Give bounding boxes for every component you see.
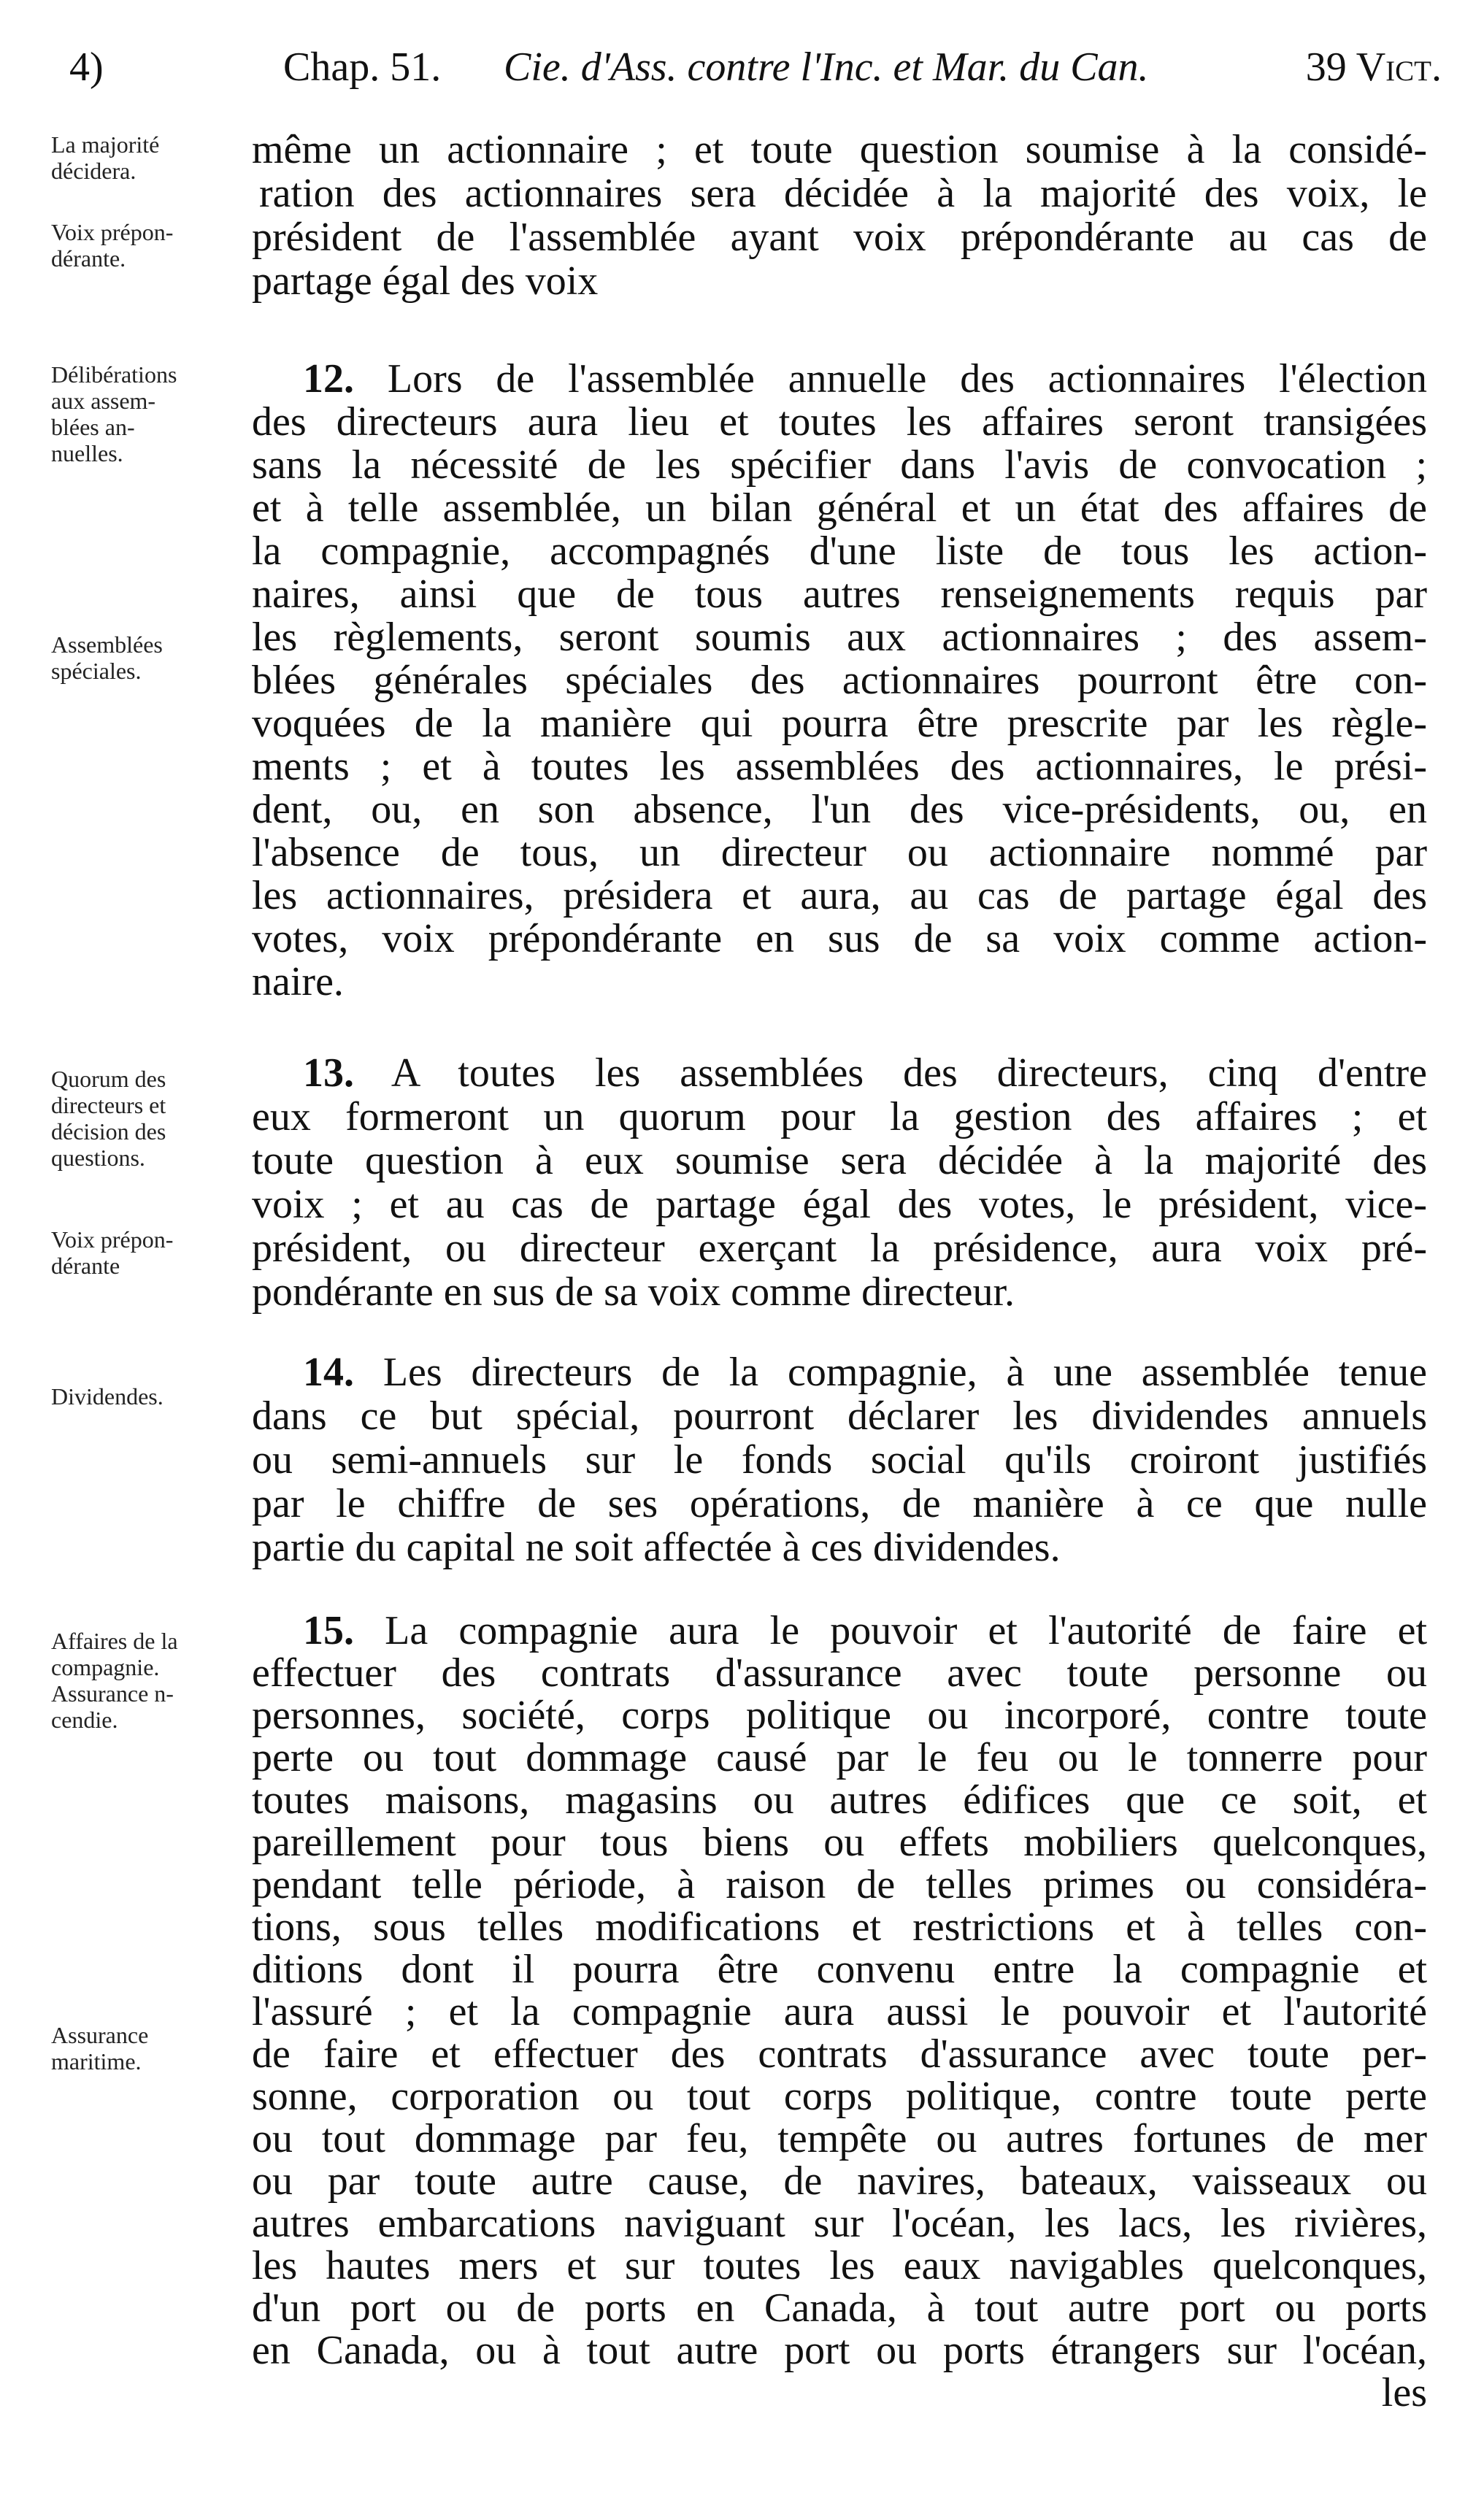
paragraph-14: 14. Les directeurs de la compagnie, à une assemblée tenue dans ce but spécial, pourront déclarer les dividendes annuels ou semi-annuels sur le fonds social qu'ils croiront justifiés par le chiffre de ses opérations, de manière à ce que nulle partie du capital ne soit affectée à ces dividendes. (252, 1350, 1427, 1570)
catchword: les (1381, 2370, 1427, 2415)
margin-note-affaires-compagnie: Affaires de la compagnie. Assurance n- cendie. (51, 1628, 178, 1733)
margin-note-majorite: La majorité décidera. (51, 131, 160, 184)
page-number: 4) (69, 45, 104, 90)
section-number: 13. (303, 1050, 354, 1096)
act-title: Cie. d'Ass. contre l'Inc. et Mar. du Can. (504, 45, 1149, 90)
margin-note-voix-preponderante-2: Voix prépon- dérante (51, 1226, 174, 1279)
paragraph-continuation: même un actionnaire ; et toute question soumise à la considé- ration des actionnaires sera décidée à la majorité des voix, le président de l'assemblée ayant voix prépondérante au cas de partage égal des voix (252, 127, 1427, 304)
margin-note-voix-preponderante: Voix prépon- dérante. (51, 219, 174, 272)
section-number: 14. (303, 1350, 354, 1395)
section-number: 15. (303, 1608, 354, 1653)
margin-note-dividendes: Dividendes. (51, 1383, 164, 1410)
running-header (69, 44, 1442, 109)
margin-note-assurance-maritime: Assurance maritime. (51, 2022, 149, 2074)
section-number: 12. (303, 356, 354, 401)
margin-note-quorum: Quorum des directeurs et décision des questions. (51, 1066, 166, 1171)
paragraph-15: 15. La compagnie aura le pouvoir et l'autorité de faire et effectuer des contrats d'assurance avec toute personne ou personnes, société, corps politique ou incorporé, contre toute perte ou tout dommage causé par le feu ou le tonnerre pour toutes maisons, magasins ou autres édifices que ce soit, et pareillement pour tous biens ou effets mobiliers quelconques, pendant telle période, à raison de telles primes ou considéra- tions, sous telles modifications et restrictions et à telles con- ditions dont il pourra être convenu entre la compagnie et l'assuré ; et la compagnie aura aussi le pouvoir et l'autorité de faire et effectuer des contrats d'assurance avec toute per- sonne, corporation ou tout corps politique, contre toute perte ou tout dommage par feu, tempête ou autres fortunes de mer ou par toute autre cause, de navires, bateaux, vaisseaux ou autres embarcations naviguant sur l'océan, les lacs, les rivières, les hautes mers et sur toutes les eaux navigables quelconques, d'un port ou de ports en Canada, à tout autre port ou ports en Canada, ou à tout autre port ou ports étrangers sur l'océan, les (252, 1608, 1427, 2415)
margin-note-deliberations: Délibérations aux assem- blées an- nuelles. (51, 361, 177, 466)
margin-note-assemblees-speciales: Assemblées spéciales. (51, 631, 163, 684)
chapter-label: Chap. 51. (283, 45, 442, 90)
regnal-year: 39 Vict. (1305, 45, 1442, 90)
paragraph-13: 13. A toutes les assemblées des directeurs, cinq d'entre eux formeront un quorum pour la gestion des affaires ; et toute question à eux soumise sera décidée à la majorité des voix ; et au cas de partage égal des votes, le président, vice- président, ou directeur exerçant la présidence, aura voix pré- pondérante en sus de sa voix comme directeur. (252, 1050, 1427, 1315)
paragraph-12: 12. Lors de l'assemblée annuelle des actionnaires l'élection des directeurs aura lieu et toutes les affaires seront transigées sans la nécessité de les spécifier dans l'avis de convocation ; et à telle assemblée, un bilan général et un état des affaires de la compagnie, accompagnés d'une liste de tous les action- naires, ainsi que de tous autres renseignements requis par les règlements, seront soumis aux actionnaires ; des assem- blées générales spéciales des actionnaires pourront être con- voquées de la manière qui pourra être prescrite par les règle- ments ; et à toutes les assemblées des actionnaires, le prési- dent, ou, en son absence, l'un des vice-présidents, ou, en l'absence de tous, un directeur ou actionnaire nommé par les actionnaires, présidera et aura, au cas de partage égal des votes, voix prépondérante en sus de sa voix comme action- naire. (252, 356, 1428, 1004)
